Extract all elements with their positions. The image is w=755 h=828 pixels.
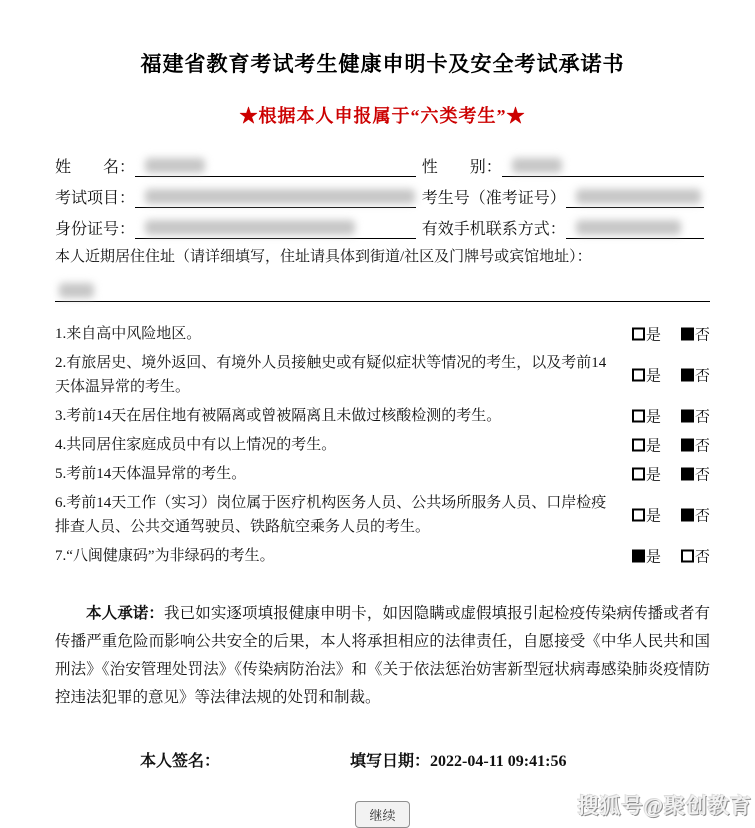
question-number: 2. [55,355,67,371]
no-checkbox[interactable] [681,550,694,563]
field-gender-value[interactable] [502,153,704,177]
field-exam-project-value[interactable] [135,184,416,208]
commitment-paragraph [55,600,710,712]
redacted-blur [145,158,205,173]
no-label: 否 [694,327,710,344]
question-text: 考前14天体温异常的考生。 [66,466,247,482]
question-text: 来自高中风险地区。 [66,326,202,342]
yes-option[interactable] [632,365,661,386]
address-label: 本人近期居住住址（请详细填写，住址请具体到街道/社区及门牌号或宾馆地址）： [55,249,592,265]
page-title: 福建省教育考试考生健康申明卡及安全考试承诺书 [140,52,625,76]
yes-label: 是 [645,508,661,525]
question-text: 有旅居史、境外返回、有境外人员接触史或有疑似症状等情况的考生，以及考前14天体温异常的考生。 [55,355,607,395]
field-phone-label: 有效手机联系方式： [421,221,566,238]
no-option[interactable] [681,365,710,386]
field-name [55,146,422,177]
no-label: 否 [694,508,710,525]
address-section [55,245,710,302]
yes-label: 是 [645,438,661,455]
no-option[interactable] [681,406,710,427]
question-number: 7. [55,548,67,564]
question-row-2 [55,351,710,399]
yes-label: 是 [645,409,661,426]
field-candidate-number-label: 考生号（准考证号） [421,190,566,207]
no-label: 否 [694,438,710,455]
redacted-blur [512,158,562,173]
question-row-6 [55,491,710,539]
no-option[interactable] [681,324,710,345]
field-candidate-number-value[interactable] [566,184,704,208]
yes-option[interactable] [632,435,661,456]
question-text: 考前14天在居住地有被隔离或曾被隔离且未做过核酸检测的考生。 [66,408,502,424]
signature-label: 本人签名： [140,753,221,770]
yes-option[interactable] [632,505,661,526]
yes-label: 是 [645,368,661,385]
no-label: 否 [694,549,710,566]
field-exam-project-label: 考试项目： [55,190,136,207]
field-id-number-label: 身份证号： [55,221,136,238]
field-id-number-value[interactable] [135,215,416,239]
screening-questions [55,322,710,568]
field-name-value[interactable] [135,153,416,177]
yes-checkbox[interactable] [632,439,645,452]
yes-checkbox[interactable] [632,328,645,341]
field-candidate-number [422,177,710,208]
fill-date-value: 2022-04-11 09:41:56 [430,753,567,770]
no-checkbox[interactable] [681,410,694,423]
yes-option[interactable] [632,546,661,567]
no-label: 否 [694,467,710,484]
address-value[interactable] [55,268,710,302]
watermark: 搜狐号@聚创教育 [577,794,752,818]
no-label: 否 [694,409,710,426]
no-option[interactable] [681,546,710,567]
yes-checkbox[interactable] [632,369,645,382]
question-text: 考前14天工作（实习）岗位属于医疗机构医务人员、公共场所服务人员、口岸检疫排查人员、公共交通驾驶员、铁路航空乘务人员的考生。 [55,495,607,535]
redacted-blur [145,220,355,235]
field-phone-value[interactable] [566,215,704,239]
field-exam-project [55,177,422,208]
yes-checkbox[interactable] [632,550,645,563]
yes-checkbox[interactable] [632,468,645,481]
question-number: 3. [55,408,67,424]
question-row-7 [55,544,710,568]
redacted-blur [145,189,415,204]
yes-option[interactable] [632,464,661,485]
yes-label: 是 [645,467,661,484]
question-row-4 [55,433,710,457]
question-row-1 [55,322,710,346]
question-number: 1. [55,326,67,342]
no-checkbox[interactable] [681,369,694,382]
question-number: 4. [55,437,67,453]
question-text: 共同居住家庭成员中有以上情况的考生。 [66,437,337,453]
question-text: “八闽健康码”为非绿码的考生。 [66,548,275,564]
yes-option[interactable] [632,324,661,345]
redacted-blur [576,220,681,235]
field-gender-label: 性 别： [421,159,502,176]
fill-date-label: 填写日期： [350,753,431,770]
commitment-lead: 本人承诺： [86,605,165,622]
yes-checkbox[interactable] [632,509,645,522]
question-row-3 [55,404,710,428]
no-option[interactable] [681,435,710,456]
continue-button[interactable]: 继续 [355,801,409,828]
no-label: 否 [694,368,710,385]
page-subtitle: ★根据本人申报属于“六类考生”★ [239,106,526,126]
field-phone [422,208,710,239]
signature-row [55,748,710,771]
redacted-blur [576,189,701,204]
fill-date [350,748,566,771]
no-checkbox[interactable] [681,328,694,341]
question-number: 5. [55,466,67,482]
question-number: 6. [55,495,67,511]
yes-label: 是 [645,327,661,344]
field-name-label: 姓 名： [55,159,136,176]
yes-checkbox[interactable] [632,410,645,423]
no-option[interactable] [681,464,710,485]
yes-label: 是 [645,549,661,566]
no-option[interactable] [681,505,710,526]
field-id-number [55,208,422,239]
field-gender [422,146,710,177]
redacted-blur [59,283,94,298]
yes-option[interactable] [632,406,661,427]
no-checkbox[interactable] [681,509,694,522]
question-row-5 [55,462,710,486]
no-checkbox[interactable] [681,439,694,452]
candidate-info-fields [55,146,710,239]
no-checkbox[interactable] [681,468,694,481]
commitment-body: 我已如实逐项填报健康申明卡，如因隐瞒或虚假填报引起检疫传染病传播或者有传播严重危险而影响公共安全的后果，本人将承担相应的法律责任，自愿接受《中华人民共和国刑法》《治安管理处罚法》《传染病防治法》和《关于依法惩治妨害新型冠状病毒感染肺炎疫情防控违法犯罪的意见》等法律法规的处罚和制裁。 [55,605,710,706]
